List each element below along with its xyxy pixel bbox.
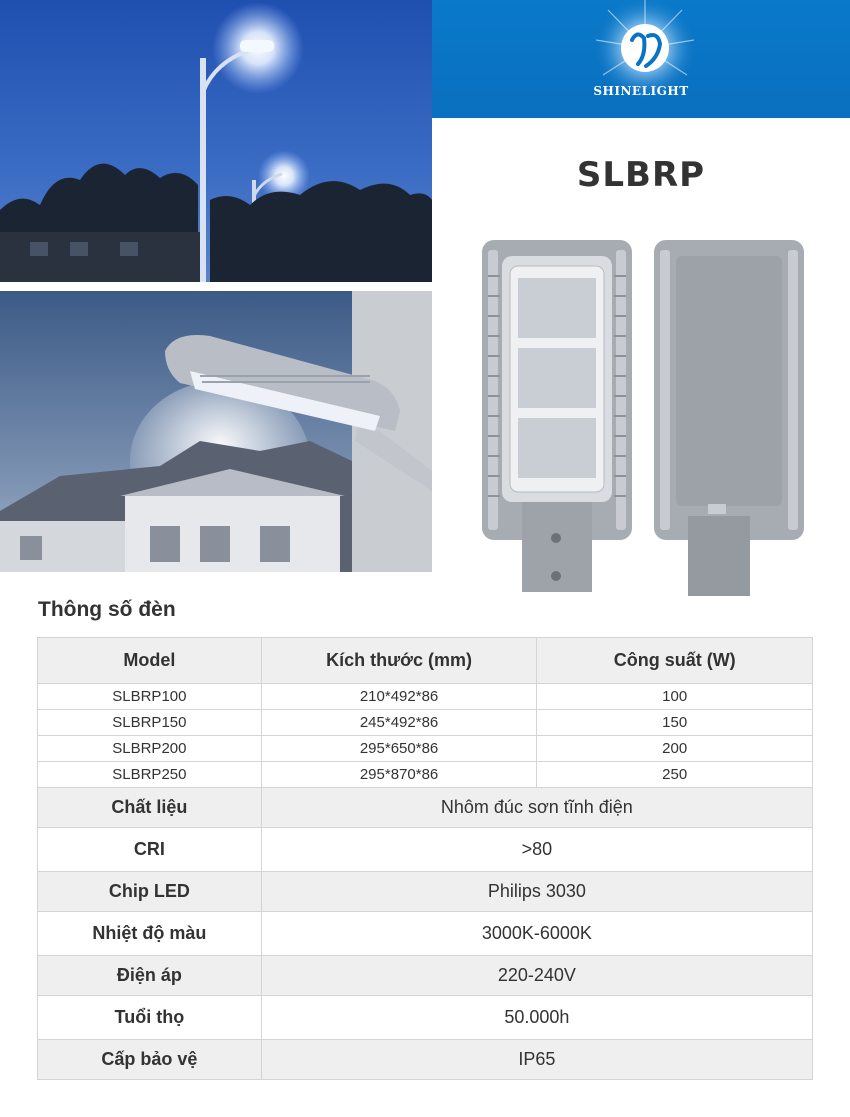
attribute-value: 50.000h — [261, 996, 812, 1040]
product-title: SLBRP — [576, 155, 706, 195]
brand-name: SHINELIGHT — [593, 84, 689, 98]
attribute-row-lifespan — [38, 996, 813, 1040]
column-header-power: Công suất (W) — [537, 638, 813, 684]
power-cell: 200 — [537, 736, 813, 762]
attribute-row-cri — [38, 828, 813, 872]
table-row — [38, 762, 813, 788]
attribute-row-color-temp — [38, 912, 813, 956]
attribute-row-chip — [38, 872, 813, 912]
attribute-row-voltage — [38, 956, 813, 996]
product-back-view — [654, 240, 804, 596]
power-cell: 150 — [537, 710, 813, 736]
power-cell: 100 — [537, 684, 813, 710]
attribute-label: CRI — [38, 828, 262, 872]
attribute-value: 3000K-6000K — [261, 912, 812, 956]
power-cell: 250 — [537, 762, 813, 788]
model-cell: SLBRP200 — [38, 736, 262, 762]
size-cell: 295*870*86 — [261, 762, 537, 788]
spec-table — [37, 637, 813, 1080]
model-cell: SLBRP250 — [38, 762, 262, 788]
size-cell: 295*650*86 — [261, 736, 537, 762]
model-cell: SLBRP100 — [38, 684, 262, 710]
attribute-value: IP65 — [261, 1040, 812, 1080]
attribute-value: Nhôm đúc sơn tĩnh điện — [261, 788, 812, 828]
street-light-night-photo — [0, 0, 432, 282]
attribute-label: Tuổi thọ — [38, 996, 262, 1040]
street-light-house-photo — [0, 291, 432, 572]
product-front-view — [482, 240, 632, 592]
spec-heading: Thông số đèn — [38, 598, 176, 621]
sunburst-logo-icon — [432, 0, 850, 118]
attribute-label: Nhiệt độ màu — [38, 912, 262, 956]
table-row — [38, 710, 813, 736]
column-header-model: Model — [38, 638, 262, 684]
attribute-value: 220-240V — [261, 956, 812, 996]
table-row — [38, 736, 813, 762]
model-cell: SLBRP150 — [38, 710, 262, 736]
attribute-value: >80 — [261, 828, 812, 872]
size-cell: 210*492*86 — [261, 684, 537, 710]
table-header-row — [38, 638, 813, 684]
product-images — [478, 236, 808, 602]
attribute-label: Chip LED — [38, 872, 262, 912]
attribute-value: Philips 3030 — [261, 872, 812, 912]
table-row — [38, 684, 813, 710]
column-header-size: Kích thước (mm) — [261, 638, 537, 684]
size-cell: 245*492*86 — [261, 710, 537, 736]
attribute-label: Điện áp — [38, 956, 262, 996]
attribute-row-material — [38, 788, 813, 828]
attribute-label: Chất liệu — [38, 788, 262, 828]
attribute-row-protection — [38, 1040, 813, 1080]
attribute-label: Cấp bảo vệ — [38, 1040, 262, 1080]
brand-logo-banner — [432, 0, 850, 118]
